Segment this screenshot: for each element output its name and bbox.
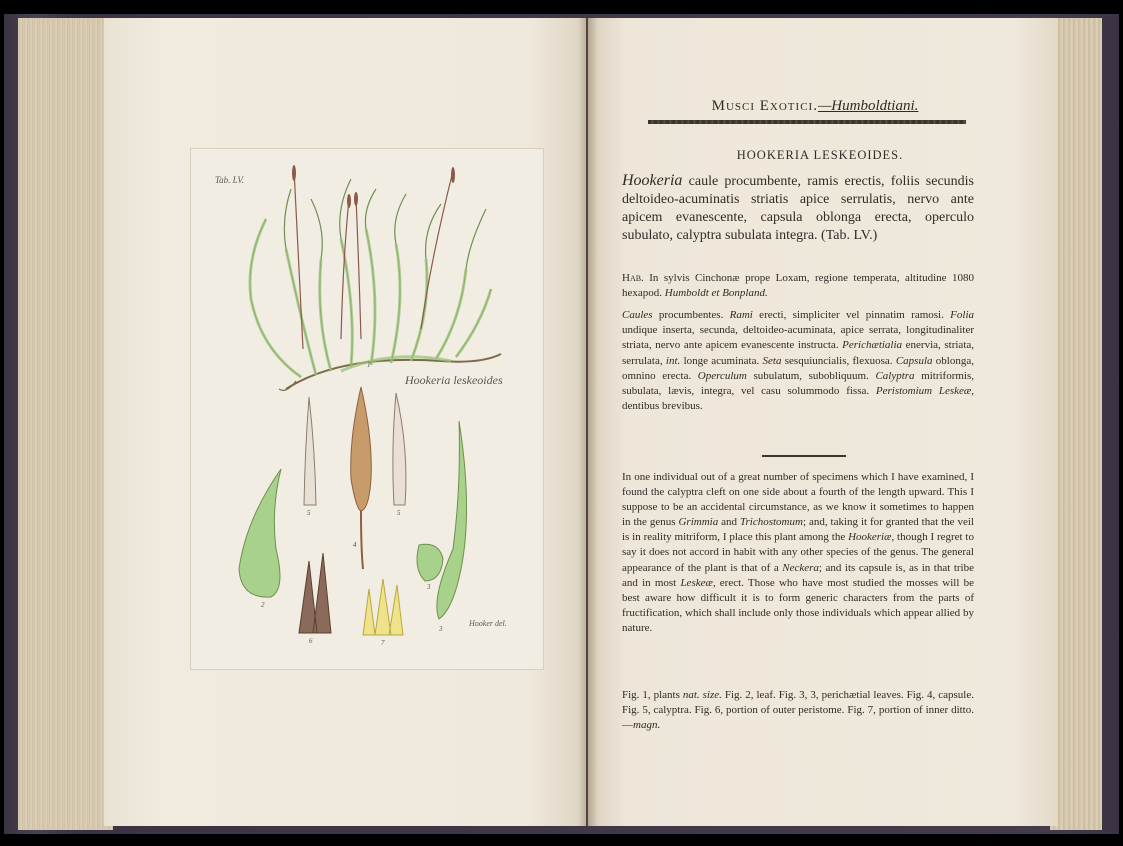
term-rami: Rami — [729, 309, 753, 321]
genus-neckera: Neckera — [782, 561, 819, 574]
habitat-paragraph — [622, 271, 974, 300]
text: though I regret to say it does not accord in habit with any other species of the genus. The general appearance of the plant is that of a — [622, 531, 974, 574]
text: Fig. 2, leaf. Fig. 3, 3, perichætial leaves. Fig. 4, capsule. Fig. 5, calyptra. Fig. 6, portion of outer peristome. Fig. 7, portion of inner ditto.— — [622, 689, 974, 732]
section-divider — [762, 455, 846, 457]
fig-number: 3 — [439, 625, 443, 633]
term-capsula: Capsula — [895, 354, 933, 367]
text: erect. Those who have most studied the mosses will be best aware how difficult it is to form generic characters from the parts of fructification, which shall include only those individuals which appear allied by nature. — [622, 576, 974, 634]
hab-collectors: Humboldt et Bonpland. — [664, 286, 768, 299]
text: sesquiuncialis, flexuosa. — [781, 354, 896, 367]
running-header — [650, 98, 980, 115]
term-folia: Folia — [950, 309, 975, 321]
header-rule — [648, 120, 966, 124]
fig-number: 5 — [397, 509, 401, 517]
genus-leskeae: Leskeæ, — [680, 576, 716, 589]
text: oblonga, omnino erecta. — [622, 354, 974, 382]
text-italic: nat. size. — [682, 689, 722, 701]
text: dentibus brevibus. — [622, 400, 703, 413]
header-series: Musci Exotici. — [711, 98, 818, 114]
figure-legend — [622, 688, 974, 733]
genus-name: Hookeria — [622, 172, 683, 189]
page-edges-left — [18, 18, 113, 830]
plate-artist-label: Hooker del. — [469, 619, 507, 628]
book-gutter — [578, 18, 598, 826]
term-caules: Caules — [622, 309, 653, 321]
fig-number: 4 — [353, 541, 357, 549]
fig-number: 2 — [261, 601, 265, 609]
fig-number: 7 — [381, 639, 385, 647]
fig-number: 3 — [427, 583, 431, 591]
text: enervia, striata, serrulata, — [622, 339, 975, 367]
text: In one individual out of a great number of specimens which I have examined, I found the calyptra cleft on one side about a fourth of the length upward. This I suppose to be an accidental circumstance, as we know it sometimes to happen in the genus — [622, 471, 974, 529]
species-description — [622, 172, 974, 245]
header-sub: —Humboldtiani. — [817, 98, 919, 114]
text: ; and its capsule is, as in that tribe and in most — [622, 561, 974, 589]
fig-number: 1 — [367, 361, 371, 369]
morphology-paragraph — [622, 308, 974, 414]
genus-trichostomum: Trichostomum — [739, 516, 803, 529]
text: mitriformis, subulata, lævis, integra, vel casu solummodo fissa. — [622, 369, 975, 398]
description-text: caule procumbente, ramis erectis, foliis secundis deltoideo-acuminatis striatis apice serrulatis, nervo ante apicem evanescente, capsula oblonga erecta, operculo subulato, calyptra subulata integra. (Tab. LV.) — [622, 174, 974, 243]
plate-tab-label: Tab. LV. — [215, 175, 244, 185]
text: longe acuminata. — [680, 354, 763, 367]
term-calyptra: Calyptra — [875, 369, 915, 382]
text: undique inserta, secunda, deltoideo-acuminata, apice serrata, longitudinaliter striata, nervo ante apicem evanescente instructa. — [622, 324, 974, 352]
text: procumbentes. — [652, 309, 730, 321]
text: ; and, taking it for granted that the veil is in reality mitriform, I place this plant among the — [622, 516, 974, 544]
fig-number: 6 — [309, 637, 313, 645]
fig-number: 5 — [307, 509, 311, 517]
text: subulatum, subobliquum. — [746, 369, 876, 382]
term-operculum: Operculum — [697, 369, 747, 382]
term-perichaetialia: Perichætialia — [842, 339, 903, 352]
term-seta: Seta — [762, 354, 782, 367]
species-title: HOOKERIA LESKEOIDES. — [736, 148, 904, 162]
term-int: int. — [665, 354, 681, 367]
text: Fig. 1, plants — [622, 689, 683, 701]
commentary-paragraph — [622, 470, 974, 636]
botanical-plate — [190, 148, 544, 670]
genus-hookeriae: Hookeriæ, — [848, 531, 895, 544]
text-italic: magn. — [633, 719, 661, 732]
plate-species-label: Hookeria leskeoides — [405, 373, 503, 387]
moss-illustration — [191, 149, 543, 669]
text: and — [718, 516, 740, 529]
genus-grimmia: Grimmia — [678, 516, 719, 529]
hab-text: In sylvis Cinchonæ prope Loxam, regione temperata, altitudine 1080 hexapod. — [622, 272, 974, 299]
term-peristomium: Peristomium Leskeæ, — [875, 385, 974, 398]
text: erecti, simpliciter vel pinnatim ramosi. — [752, 309, 951, 321]
hab-label: Hab. — [622, 272, 644, 284]
